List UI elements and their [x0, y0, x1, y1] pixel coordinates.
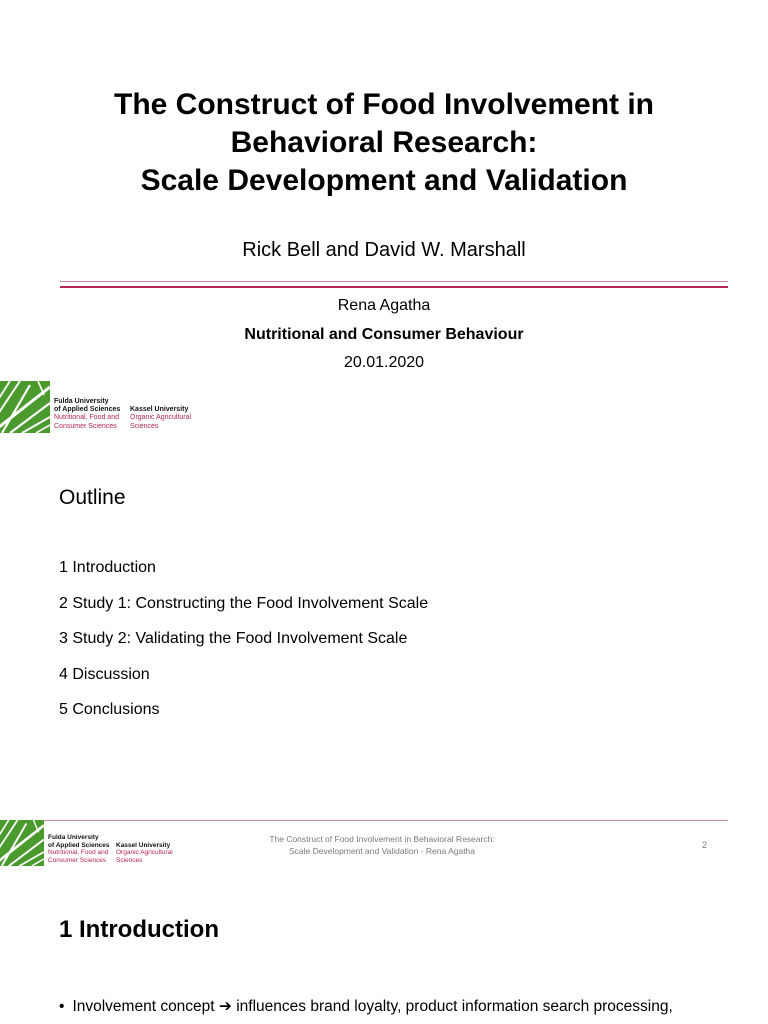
fulda-logo-text	[54, 398, 120, 431]
kassel-logo-text-footer	[116, 842, 173, 865]
title-line-2: Behavioral Research:	[230, 126, 538, 159]
fulda-name-2: of Applied Sciences	[54, 406, 121, 414]
kassel-name: Kassel University	[116, 841, 171, 849]
bullet-dot-icon: •	[59, 998, 65, 1015]
fulda-leaf-logo-icon	[0, 820, 44, 866]
fulda-sub-2: Consumer Sciences	[54, 422, 117, 430]
kassel-sub-2: Sciences	[130, 422, 159, 430]
fulda-name-1: Fulda University	[48, 834, 99, 841]
kassel-sub-2: Sciences	[116, 856, 143, 864]
kassel-sub-1: Organic Agricultural	[130, 414, 192, 422]
fulda-name-1: Fulda University	[54, 398, 109, 405]
introduction-heading: 1 Introduction	[59, 916, 219, 943]
footer-divider	[0, 820, 728, 821]
arrow-right-icon: ➔	[218, 998, 232, 1015]
bullet-text-rest: influences brand loyalty, product information search processing,	[236, 998, 673, 1015]
footer-title	[222, 833, 542, 857]
fulda-sub-2: Consumer Sciences	[48, 856, 107, 864]
divider-accent	[60, 286, 728, 288]
fulda-sub-1: Nutritional, Food and	[54, 414, 119, 422]
course-name: Nutritional and Consumer Behaviour	[244, 326, 524, 343]
outline-item: 3 Study 2: Validating the Food Involvement Scale	[59, 630, 408, 648]
kassel-logo-text	[130, 406, 191, 431]
title-line-3: Scale Development and Validation	[140, 164, 628, 197]
fulda-leaf-logo-icon	[0, 381, 50, 433]
fulda-sub-1: Nutritional, Food and	[48, 849, 109, 857]
outline-list	[59, 557, 428, 735]
presentation-date: 20.01.2020	[343, 354, 425, 371]
footer-line-1: The Construct of Food Involvement in Behavioral Research:	[269, 834, 495, 844]
kassel-name: Kassel University	[130, 406, 189, 414]
fulda-name-2: of Applied Sciences	[48, 841, 110, 849]
footer-line-2: Scale Development and Validation - Rena Agatha	[288, 846, 476, 856]
outline-item: 1 Introduction	[59, 559, 156, 576]
outline-item: 2 Study 1: Constructing the Food Involvement Scale	[59, 594, 429, 612]
bullet-text: Involvement concept	[72, 998, 215, 1015]
authors: Rick Bell and David W. Marshall	[242, 239, 526, 261]
kassel-sub-1: Organic Agricultural	[116, 849, 173, 857]
title-line-1: The Construct of Food Involvement in	[114, 88, 654, 121]
bullet-item	[59, 996, 673, 1018]
presenter-name: Rena Agatha	[337, 297, 431, 314]
outline-item: 5 Conclusions	[59, 701, 160, 719]
divider-thin	[60, 281, 728, 282]
outline-item: 4 Discussion	[59, 665, 150, 683]
page-number: 2	[702, 840, 708, 850]
fulda-logo-text-footer	[48, 834, 110, 864]
outline-heading: Outline	[59, 486, 126, 509]
slide1-title	[0, 86, 768, 200]
